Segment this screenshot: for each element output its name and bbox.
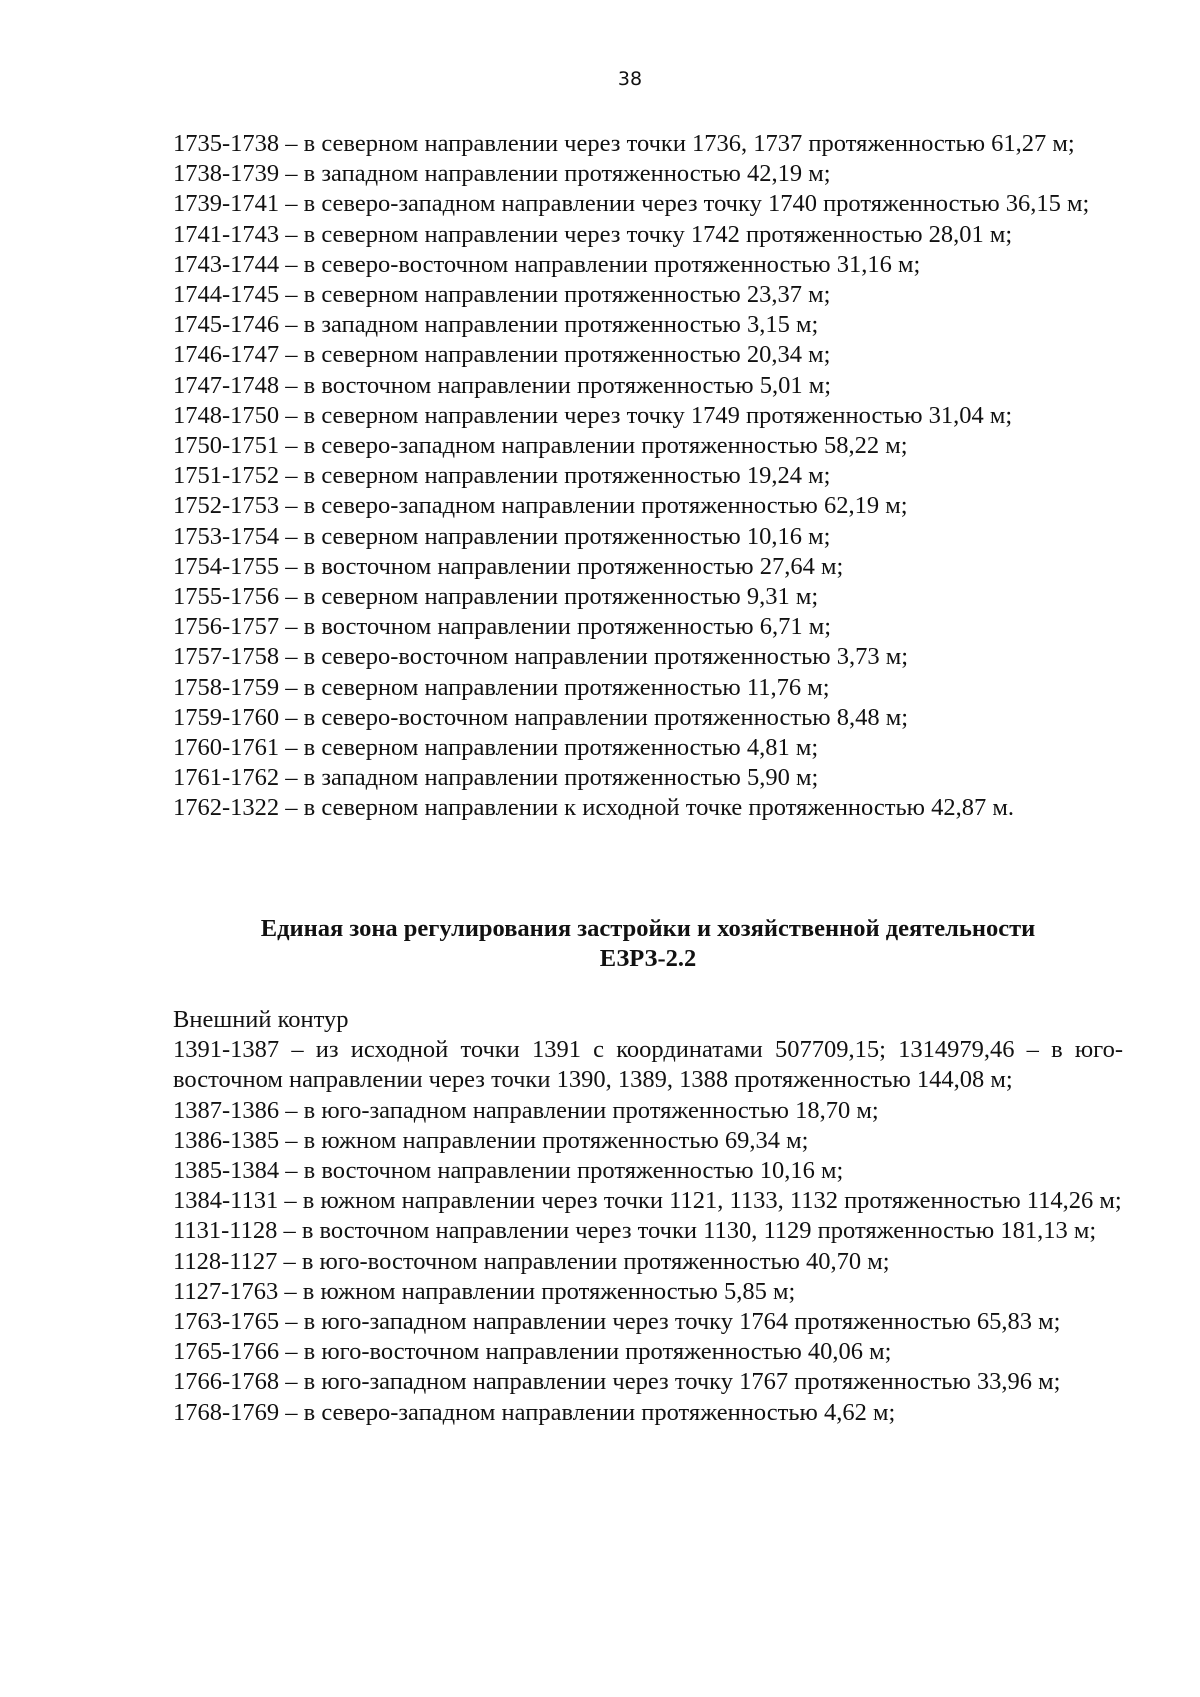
continuation-section (173, 129, 1123, 824)
segment-line: 1762-1322 – в северном направлении к исходной точке протяженностью 42,87 м. (173, 794, 1014, 822)
segment-line: 1765-1766 – в юго-восточном направлении протяженностью 40,06 м; (173, 1338, 892, 1366)
segment-line: 1746-1747 – в северном направлении протяженностью 20,34 м; (173, 341, 831, 369)
segment-line: 1735-1738 – в северном направлении через точки 1736, 1737 протяженностью 61,27 м; (173, 130, 1075, 157)
segment-line: 1757-1758 – в северо-восточном направлении протяженностью 3,73 м; (173, 643, 909, 671)
segment-line: 1760-1761 – в северном направлении протяженностью 4,81 м; (173, 734, 819, 762)
page-number: 38 (617, 68, 643, 90)
contour-section (173, 1005, 1123, 1428)
segment-line: 1750-1751 – в северо-западном направлении протяженностью 58,22 м; (173, 432, 908, 460)
segment-line: 1384-1131 – в южном направлении через точки 1121, 1133, 1132 протяженностью 114,26 м; (173, 1187, 1122, 1215)
segment-line: 1387-1386 – в юго-западном направлении протяженностью 18,70 м; (173, 1096, 879, 1124)
segment-line: 1761-1762 – в западном направлении протяженностью 5,90 м; (173, 764, 819, 792)
segment-line: 1754-1755 – в восточном направлении протяженностью 27,64 м; (173, 552, 844, 580)
segment-line: 1128-1127 – в юго-восточном направлении протяженностью 40,70 м; (173, 1247, 890, 1275)
section-title: Единая зона регулирования застройки и хозяйственной деятельности (260, 915, 1036, 942)
segment-line: 1745-1746 – в западном направлении протяженностью 3,15 м; (173, 311, 819, 339)
segment-line: 1752-1753 – в северо-западном направлении протяженностью 62,19 м; (173, 492, 908, 520)
segment-line: 1739-1741 – в северо-западном направлении через точку 1740 протяженностью 36,15 м; (173, 190, 1090, 218)
contour-label: Внешний контур (173, 1006, 349, 1033)
segment-line: 1756-1757 – в восточном направлении протяженностью 6,71 м; (173, 613, 832, 641)
segment-line: 1753-1754 – в северном направлении протяженностью 10,16 м; (173, 522, 831, 550)
segment-line: 1131-1128 – в восточном направлении через точки 1130, 1129 протяженностью 181,13 м; (173, 1217, 1097, 1245)
segment-line: 1741-1743 – в северном направлении через точку 1742 протяженностью 28,01 м; (173, 220, 1013, 248)
segment-line: 1385-1384 – в восточном направлении протяженностью 10,16 м; (173, 1157, 844, 1185)
segment-line: 1759-1760 – в северо-восточном направлении протяженностью 8,48 м; (173, 703, 909, 731)
segment-line: 1743-1744 – в северо-восточном направлении протяженностью 31,16 м; (173, 250, 921, 278)
segment-line: 1738-1739 – в западном направлении протяженностью 42,19 м; (173, 160, 831, 188)
segment-line: 1763-1765 – в юго-западном направлении через точку 1764 протяженностью 65,83 м; (173, 1308, 1061, 1336)
section-heading (173, 914, 1123, 974)
segment-line: 1766-1768 – в юго-западном направлении через точку 1767 протяженностью 33,96 м; (173, 1368, 1061, 1396)
section-code: ЕЗРЗ-2.2 (599, 945, 697, 972)
segment-line: 1768-1769 – в северо-западном направлении протяженностью 4,62 м; (173, 1398, 896, 1426)
segment-line: 1747-1748 – в восточном направлении протяженностью 5,01 м; (173, 371, 832, 399)
segment-line: 1755-1756 – в северном направлении протяженностью 9,31 м; (173, 583, 819, 611)
segment-line: 1127-1763 – в южном направлении протяженностью 5,85 м; (173, 1277, 796, 1305)
segment-line: 1758-1759 – в северном направлении протяженностью 11,76 м; (173, 673, 830, 701)
segment-line: 1748-1750 – в северном направлении через точку 1749 протяженностью 31,04 м; (173, 401, 1013, 429)
segment-line: 1386-1385 – в южном направлении протяженностью 69,34 м; (173, 1126, 809, 1154)
segment-line: 1391-1387 – из исходной точки 1391 с координатами 507709,15; 1314979,46 – в юго-восточном направлении через точки 1390, 1389, 1388 протяженностью 144,08 м; (173, 1036, 1123, 1094)
segment-line: 1751-1752 – в северном направлении протяженностью 19,24 м; (173, 462, 831, 490)
segment-line: 1744-1745 – в северном направлении протяженностью 23,37 м; (173, 281, 831, 309)
